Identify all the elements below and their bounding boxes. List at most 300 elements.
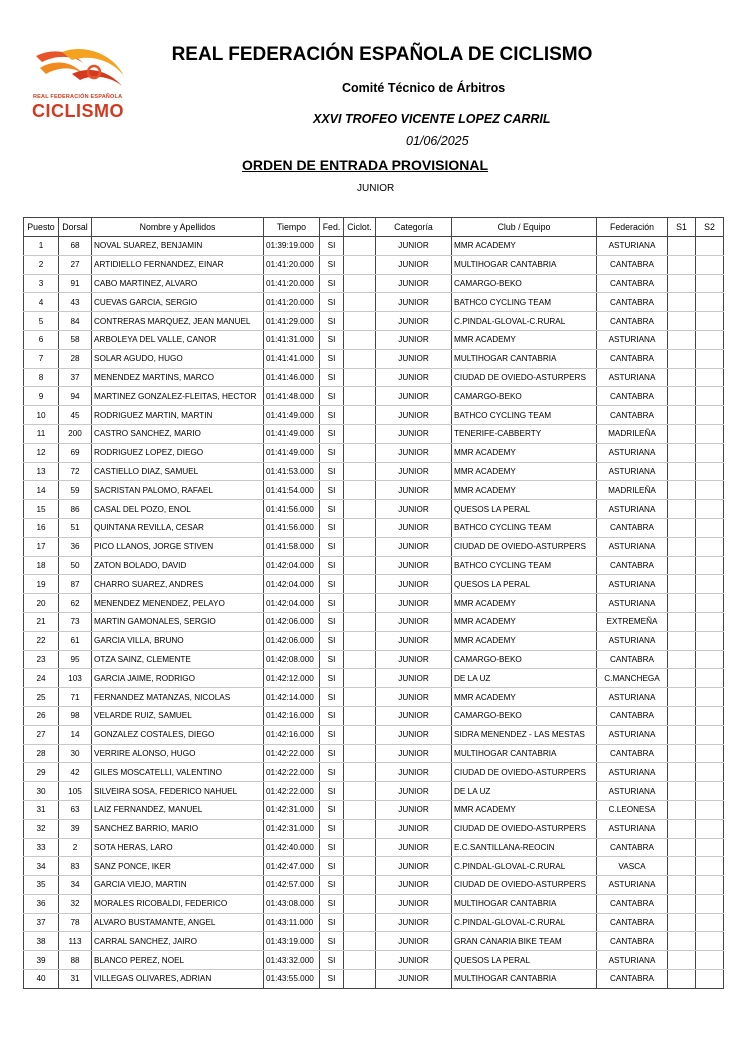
cell-bib: 105 xyxy=(59,782,92,801)
cell-s2 xyxy=(696,406,724,425)
column-header-name: Nombre y Apellidos xyxy=(92,218,264,237)
cell-s1 xyxy=(668,274,696,293)
cell-s2 xyxy=(696,368,724,387)
cell-bib: 61 xyxy=(59,631,92,650)
cell-name: MENENDEZ MARTINS, MARCO xyxy=(92,368,264,387)
cell-name: SILVEIRA SOSA, FEDERICO NAHUEL xyxy=(92,782,264,801)
cell-bib: 32 xyxy=(59,894,92,913)
cell-bib: 27 xyxy=(59,255,92,274)
cell-time: 01:42:31.000 xyxy=(264,819,320,838)
cell-category: JUNIOR xyxy=(376,255,452,274)
table-row xyxy=(24,293,724,312)
cell-time: 01:42:04.000 xyxy=(264,594,320,613)
cell-bib: 50 xyxy=(59,556,92,575)
cell-time: 01:41:49.000 xyxy=(264,443,320,462)
cell-club: CIUDAD DE OVIEDO-ASTURPERS xyxy=(452,763,597,782)
results-table xyxy=(23,217,724,989)
cell-bib: 94 xyxy=(59,387,92,406)
cell-name: CARRAL SANCHEZ, JAIRO xyxy=(92,932,264,951)
cell-name: SOTA HERAS, LARO xyxy=(92,838,264,857)
cell-s1 xyxy=(668,763,696,782)
event-date: 01/06/2025 xyxy=(406,134,469,148)
cell-s2 xyxy=(696,857,724,876)
cell-ciclot xyxy=(344,612,376,631)
cell-time: 01:42:57.000 xyxy=(264,876,320,895)
cell-name: LAIZ FERNANDEZ, MANUEL xyxy=(92,800,264,819)
cell-position: 26 xyxy=(24,706,59,725)
cell-category: JUNIOR xyxy=(376,575,452,594)
cell-fed: SI xyxy=(320,237,344,256)
cell-category: JUNIOR xyxy=(376,274,452,293)
cell-federation: ASTURIANA xyxy=(597,537,668,556)
cell-category: JUNIOR xyxy=(376,951,452,970)
cell-position: 15 xyxy=(24,500,59,519)
table-row xyxy=(24,237,724,256)
cell-s2 xyxy=(696,819,724,838)
cell-federation: ASTURIANA xyxy=(597,631,668,650)
cell-s1 xyxy=(668,312,696,331)
cell-category: JUNIOR xyxy=(376,518,452,537)
cell-federation: ASTURIANA xyxy=(597,594,668,613)
cell-time: 01:42:04.000 xyxy=(264,575,320,594)
cell-bib: 95 xyxy=(59,650,92,669)
cell-fed: SI xyxy=(320,725,344,744)
cell-name: VILLEGAS OLIVARES, ADRIAN xyxy=(92,970,264,989)
cell-s2 xyxy=(696,556,724,575)
cell-s1 xyxy=(668,706,696,725)
cell-position: 16 xyxy=(24,518,59,537)
cell-name: GARCIA JAIME, RODRIGO xyxy=(92,669,264,688)
cell-time: 01:42:40.000 xyxy=(264,838,320,857)
cell-position: 40 xyxy=(24,970,59,989)
cell-s1 xyxy=(668,518,696,537)
cell-s1 xyxy=(668,650,696,669)
table-row xyxy=(24,688,724,707)
cell-bib: 43 xyxy=(59,293,92,312)
cell-club: QUESOS LA PERAL xyxy=(452,575,597,594)
cell-bib: 59 xyxy=(59,481,92,500)
cell-bib: 87 xyxy=(59,575,92,594)
cell-time: 01:41:48.000 xyxy=(264,387,320,406)
cell-name: GILES MOSCATELLI, VALENTINO xyxy=(92,763,264,782)
cell-federation: CANTABRA xyxy=(597,744,668,763)
cell-time: 01:41:29.000 xyxy=(264,312,320,331)
cell-name: MORALES RICOBALDI, FEDERICO xyxy=(92,894,264,913)
cell-s1 xyxy=(668,443,696,462)
cell-club: QUESOS LA PERAL xyxy=(452,500,597,519)
table-row xyxy=(24,631,724,650)
cell-s1 xyxy=(668,406,696,425)
cell-s1 xyxy=(668,500,696,519)
cell-club: SIDRA MENENDEZ - LAS MESTAS xyxy=(452,725,597,744)
cell-fed: SI xyxy=(320,612,344,631)
cell-fed: SI xyxy=(320,669,344,688)
cell-fed: SI xyxy=(320,518,344,537)
cell-federation: ASTURIANA xyxy=(597,819,668,838)
cell-federation: ASTURIANA xyxy=(597,725,668,744)
cell-time: 01:41:41.000 xyxy=(264,349,320,368)
cell-club: MULTIHOGAR CANTABRIA xyxy=(452,744,597,763)
cell-position: 27 xyxy=(24,725,59,744)
cell-bib: 113 xyxy=(59,932,92,951)
cell-ciclot xyxy=(344,913,376,932)
cell-time: 01:42:22.000 xyxy=(264,744,320,763)
table-row xyxy=(24,725,724,744)
cell-fed: SI xyxy=(320,951,344,970)
cell-s2 xyxy=(696,744,724,763)
cell-s1 xyxy=(668,688,696,707)
cell-bib: 36 xyxy=(59,537,92,556)
cell-club: CAMARGO-BEKO xyxy=(452,706,597,725)
cell-s2 xyxy=(696,274,724,293)
table-row xyxy=(24,518,724,537)
cell-ciclot xyxy=(344,631,376,650)
cell-ciclot xyxy=(344,594,376,613)
cell-s2 xyxy=(696,932,724,951)
cell-federation: ASTURIANA xyxy=(597,876,668,895)
cell-name: CABO MARTINEZ, ALVARO xyxy=(92,274,264,293)
cell-s1 xyxy=(668,970,696,989)
cell-federation: ASTURIANA xyxy=(597,782,668,801)
cell-category: JUNIOR xyxy=(376,650,452,669)
cell-position: 1 xyxy=(24,237,59,256)
cell-bib: 39 xyxy=(59,819,92,838)
cell-fed: SI xyxy=(320,387,344,406)
cell-position: 31 xyxy=(24,800,59,819)
cell-position: 38 xyxy=(24,932,59,951)
cell-fed: SI xyxy=(320,857,344,876)
table-row xyxy=(24,744,724,763)
table-row xyxy=(24,274,724,293)
cell-category: JUNIOR xyxy=(376,481,452,500)
cell-federation: ASTURIANA xyxy=(597,688,668,707)
cell-ciclot xyxy=(344,650,376,669)
cell-federation: CANTABRA xyxy=(597,255,668,274)
cell-category: JUNIOR xyxy=(376,556,452,575)
cell-s1 xyxy=(668,237,696,256)
cell-category: JUNIOR xyxy=(376,819,452,838)
cell-category: JUNIOR xyxy=(376,462,452,481)
cell-federation: CANTABRA xyxy=(597,312,668,331)
cell-federation: CANTABRA xyxy=(597,387,668,406)
cell-name: ARBOLEYA DEL VALLE, CANOR xyxy=(92,330,264,349)
cell-category: JUNIOR xyxy=(376,443,452,462)
cell-club: BATHCO CYCLING TEAM xyxy=(452,406,597,425)
cell-fed: SI xyxy=(320,819,344,838)
table-row xyxy=(24,819,724,838)
cell-position: 23 xyxy=(24,650,59,669)
column-header-bib: Dorsal xyxy=(59,218,92,237)
cell-name: SOLAR AGUDO, HUGO xyxy=(92,349,264,368)
cell-fed: SI xyxy=(320,932,344,951)
cell-time: 01:43:11.000 xyxy=(264,913,320,932)
cell-s1 xyxy=(668,857,696,876)
table-row xyxy=(24,763,724,782)
cell-fed: SI xyxy=(320,500,344,519)
cell-ciclot xyxy=(344,443,376,462)
cell-fed: SI xyxy=(320,349,344,368)
cell-time: 01:43:08.000 xyxy=(264,894,320,913)
cell-s2 xyxy=(696,462,724,481)
table-row xyxy=(24,650,724,669)
table-row xyxy=(24,970,724,989)
cell-ciclot xyxy=(344,312,376,331)
cell-bib: 68 xyxy=(59,237,92,256)
cell-s2 xyxy=(696,669,724,688)
cell-category: JUNIOR xyxy=(376,725,452,744)
cell-club: CAMARGO-BEKO xyxy=(452,274,597,293)
cell-s2 xyxy=(696,970,724,989)
cell-fed: SI xyxy=(320,424,344,443)
cell-s1 xyxy=(668,255,696,274)
cell-name: MARTIN GAMONALES, SERGIO xyxy=(92,612,264,631)
cell-s1 xyxy=(668,744,696,763)
cell-name: CASAL DEL POZO, ENOL xyxy=(92,500,264,519)
table-row xyxy=(24,255,724,274)
cell-time: 01:41:49.000 xyxy=(264,424,320,443)
cell-bib: 2 xyxy=(59,838,92,857)
cell-s1 xyxy=(668,481,696,500)
cell-ciclot xyxy=(344,857,376,876)
column-header-position: Puesto xyxy=(24,218,59,237)
cell-bib: 88 xyxy=(59,951,92,970)
cell-ciclot xyxy=(344,688,376,707)
cell-category: JUNIOR xyxy=(376,876,452,895)
cell-time: 01:42:12.000 xyxy=(264,669,320,688)
cell-ciclot xyxy=(344,368,376,387)
cell-time: 01:41:54.000 xyxy=(264,481,320,500)
cell-name: CONTRERAS MARQUEZ, JEAN MANUEL xyxy=(92,312,264,331)
cell-ciclot xyxy=(344,744,376,763)
cell-s1 xyxy=(668,575,696,594)
cell-federation: CANTABRA xyxy=(597,293,668,312)
cell-s2 xyxy=(696,500,724,519)
cell-federation: CANTABRA xyxy=(597,913,668,932)
cell-club: MMR ACADEMY xyxy=(452,688,597,707)
cell-ciclot xyxy=(344,424,376,443)
committee-title: Comité Técnico de Árbitros xyxy=(342,81,506,95)
cell-ciclot xyxy=(344,500,376,519)
cell-ciclot xyxy=(344,349,376,368)
table-row xyxy=(24,876,724,895)
cell-s2 xyxy=(696,894,724,913)
column-header-category: Categoría xyxy=(376,218,452,237)
cell-s2 xyxy=(696,255,724,274)
cell-ciclot xyxy=(344,406,376,425)
cell-federation: ASTURIANA xyxy=(597,330,668,349)
cell-time: 01:42:47.000 xyxy=(264,857,320,876)
cell-federation: ASTURIANA xyxy=(597,575,668,594)
cell-federation: ASTURIANA xyxy=(597,462,668,481)
table-row xyxy=(24,669,724,688)
cell-fed: SI xyxy=(320,255,344,274)
cell-category: JUNIOR xyxy=(376,763,452,782)
cell-position: 17 xyxy=(24,537,59,556)
cell-category: JUNIOR xyxy=(376,387,452,406)
cell-s1 xyxy=(668,894,696,913)
cell-club: BATHCO CYCLING TEAM xyxy=(452,556,597,575)
cell-position: 28 xyxy=(24,744,59,763)
cell-fed: SI xyxy=(320,406,344,425)
cell-s1 xyxy=(668,838,696,857)
cell-fed: SI xyxy=(320,838,344,857)
cell-s2 xyxy=(696,537,724,556)
cell-time: 01:43:19.000 xyxy=(264,932,320,951)
cell-club: E.C.SANTILLANA-REOCIN xyxy=(452,838,597,857)
column-header-time: Tiempo xyxy=(264,218,320,237)
cell-category: JUNIOR xyxy=(376,368,452,387)
cell-federation: CANTABRA xyxy=(597,518,668,537)
cell-bib: 71 xyxy=(59,688,92,707)
cell-time: 01:42:06.000 xyxy=(264,612,320,631)
cell-fed: SI xyxy=(320,594,344,613)
table-row xyxy=(24,594,724,613)
table-row xyxy=(24,838,724,857)
event-name: XXVI TROFEO VICENTE LOPEZ CARRIL xyxy=(313,112,551,126)
cell-s2 xyxy=(696,312,724,331)
cell-category: JUNIOR xyxy=(376,349,452,368)
cell-s2 xyxy=(696,349,724,368)
cell-s2 xyxy=(696,594,724,613)
table-row xyxy=(24,913,724,932)
cell-fed: SI xyxy=(320,800,344,819)
cell-ciclot xyxy=(344,237,376,256)
table-row xyxy=(24,312,724,331)
cell-fed: SI xyxy=(320,556,344,575)
cell-ciclot xyxy=(344,706,376,725)
cell-federation: CANTABRA xyxy=(597,838,668,857)
cell-position: 11 xyxy=(24,424,59,443)
cell-time: 01:42:06.000 xyxy=(264,631,320,650)
cell-fed: SI xyxy=(320,274,344,293)
cell-fed: SI xyxy=(320,706,344,725)
cell-federation: ASTURIANA xyxy=(597,237,668,256)
cell-name: RODRIGUEZ MARTIN, MARTIN xyxy=(92,406,264,425)
cell-ciclot xyxy=(344,481,376,500)
cell-ciclot xyxy=(344,725,376,744)
cell-category: JUNIOR xyxy=(376,330,452,349)
cell-name: GONZALEZ COSTALES, DIEGO xyxy=(92,725,264,744)
cell-time: 01:42:16.000 xyxy=(264,725,320,744)
cell-ciclot xyxy=(344,293,376,312)
cell-fed: SI xyxy=(320,575,344,594)
cell-ciclot xyxy=(344,387,376,406)
cell-club: CIUDAD DE OVIEDO-ASTURPERS xyxy=(452,368,597,387)
cell-s1 xyxy=(668,424,696,443)
table-row xyxy=(24,462,724,481)
cell-ciclot xyxy=(344,537,376,556)
cell-ciclot xyxy=(344,970,376,989)
cell-name: VERRIRE ALONSO, HUGO xyxy=(92,744,264,763)
cell-club: MMR ACADEMY xyxy=(452,612,597,631)
cell-name: ALVARO BUSTAMANTE, ANGEL xyxy=(92,913,264,932)
cell-time: 01:43:32.000 xyxy=(264,951,320,970)
cell-position: 35 xyxy=(24,876,59,895)
cell-federation: C.MANCHEGA xyxy=(597,669,668,688)
cell-ciclot xyxy=(344,330,376,349)
cell-bib: 30 xyxy=(59,744,92,763)
table-row xyxy=(24,800,724,819)
cell-bib: 51 xyxy=(59,518,92,537)
cell-time: 01:41:46.000 xyxy=(264,368,320,387)
cell-s2 xyxy=(696,650,724,669)
cell-fed: SI xyxy=(320,763,344,782)
cell-time: 01:42:04.000 xyxy=(264,556,320,575)
cell-time: 01:41:49.000 xyxy=(264,406,320,425)
cell-s2 xyxy=(696,424,724,443)
cell-name: QUINTANA REVILLA, CESAR xyxy=(92,518,264,537)
cell-time: 01:43:55.000 xyxy=(264,970,320,989)
cell-federation: CANTABRA xyxy=(597,406,668,425)
cell-name: ARTIDIELLO FERNANDEZ, EINAR xyxy=(92,255,264,274)
cell-time: 01:41:31.000 xyxy=(264,330,320,349)
cell-fed: SI xyxy=(320,481,344,500)
cell-club: GRAN CANARIA BIKE TEAM xyxy=(452,932,597,951)
cell-club: MMR ACADEMY xyxy=(452,594,597,613)
cell-ciclot xyxy=(344,763,376,782)
document-title: ORDEN DE ENTRADA PROVISIONAL xyxy=(242,157,489,173)
cell-fed: SI xyxy=(320,650,344,669)
cell-club: CIUDAD DE OVIEDO-ASTURPERS xyxy=(452,537,597,556)
cell-name: ZATON BOLADO, DAVID xyxy=(92,556,264,575)
cell-s2 xyxy=(696,725,724,744)
cell-category: JUNIOR xyxy=(376,594,452,613)
table-row xyxy=(24,443,724,462)
cell-category: JUNIOR xyxy=(376,406,452,425)
cell-name: CASTRO SANCHEZ, MARIO xyxy=(92,424,264,443)
cell-fed: SI xyxy=(320,894,344,913)
cell-s2 xyxy=(696,237,724,256)
cell-bib: 84 xyxy=(59,312,92,331)
cell-federation: C.LEONESA xyxy=(597,800,668,819)
cell-name: PICO LLANOS, JORGE STIVEN xyxy=(92,537,264,556)
cell-time: 01:39:19.000 xyxy=(264,237,320,256)
cell-category: JUNIOR xyxy=(376,612,452,631)
cell-ciclot xyxy=(344,876,376,895)
cell-club: MMR ACADEMY xyxy=(452,462,597,481)
cell-position: 37 xyxy=(24,913,59,932)
cell-club: C.PINDAL-GLOVAL-C.RURAL xyxy=(452,857,597,876)
cell-category: JUNIOR xyxy=(376,688,452,707)
cell-club: CIUDAD DE OVIEDO-ASTURPERS xyxy=(452,819,597,838)
cell-s2 xyxy=(696,913,724,932)
cell-bib: 58 xyxy=(59,330,92,349)
cell-bib: 63 xyxy=(59,800,92,819)
cell-category: JUNIOR xyxy=(376,706,452,725)
cell-position: 39 xyxy=(24,951,59,970)
cell-s2 xyxy=(696,688,724,707)
cell-fed: SI xyxy=(320,782,344,801)
cell-category: JUNIOR xyxy=(376,293,452,312)
cell-bib: 37 xyxy=(59,368,92,387)
column-header-ciclot: Ciclot. xyxy=(344,218,376,237)
cell-s1 xyxy=(668,537,696,556)
cell-federation: ASTURIANA xyxy=(597,951,668,970)
cell-ciclot xyxy=(344,462,376,481)
cell-fed: SI xyxy=(320,913,344,932)
cell-club: TENERIFE-CABBERTY xyxy=(452,424,597,443)
cell-category: JUNIOR xyxy=(376,970,452,989)
cell-position: 19 xyxy=(24,575,59,594)
cell-fed: SI xyxy=(320,631,344,650)
cell-federation: CANTABRA xyxy=(597,556,668,575)
cell-category: JUNIOR xyxy=(376,237,452,256)
cell-category: JUNIOR xyxy=(376,744,452,763)
cell-name: SACRISTAN PALOMO, RAFAEL xyxy=(92,481,264,500)
table-row xyxy=(24,575,724,594)
cell-position: 32 xyxy=(24,819,59,838)
cell-federation: CANTABRA xyxy=(597,894,668,913)
